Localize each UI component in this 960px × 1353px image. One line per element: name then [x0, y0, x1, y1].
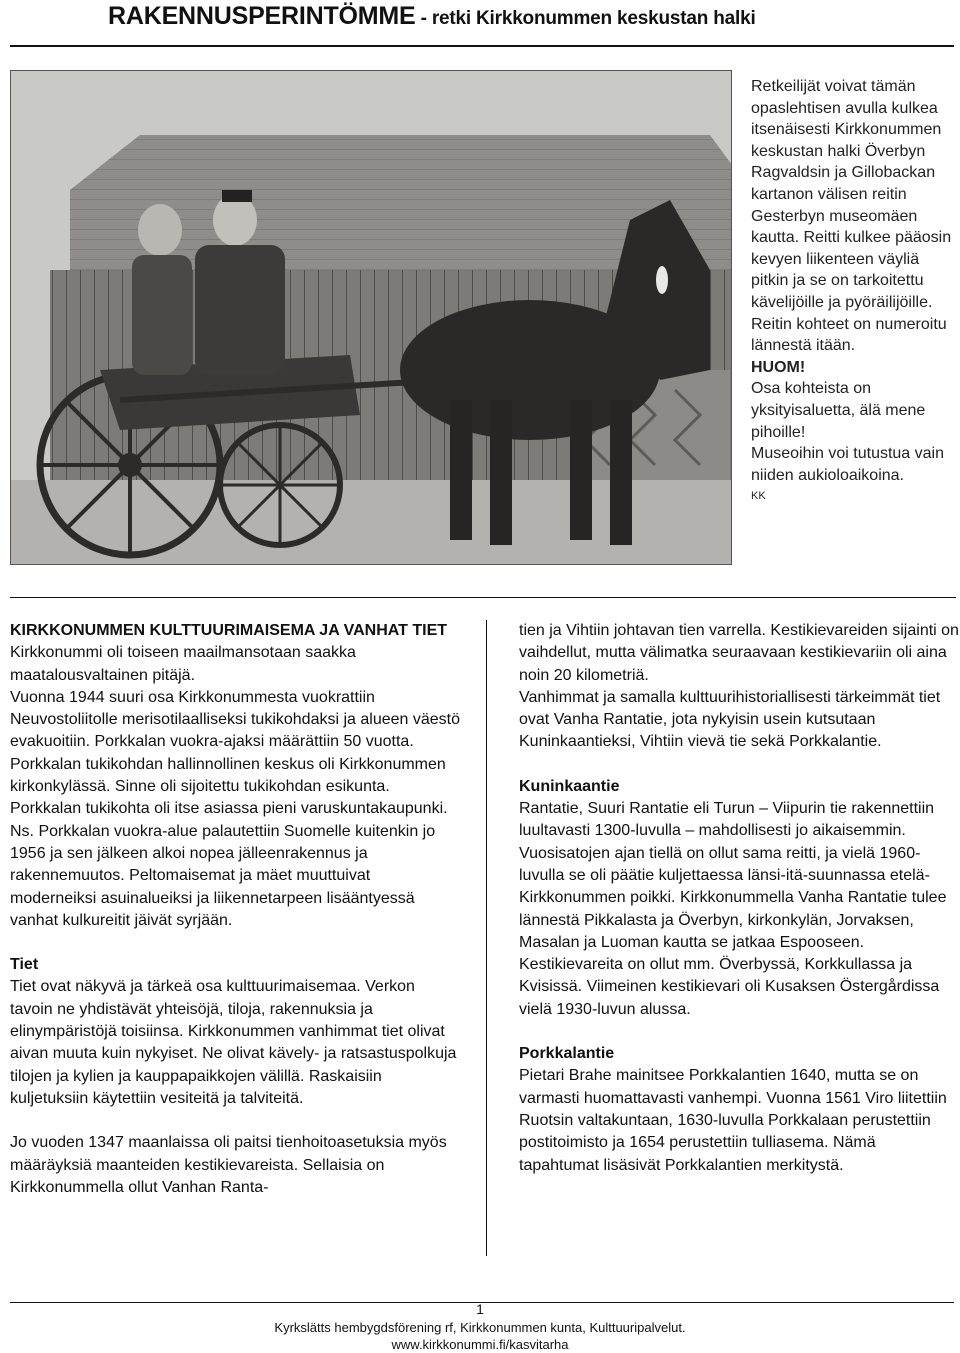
intro-text [751, 76, 956, 504]
footer-url-link[interactable]: www.kirkkonummi.fi/kasvitarha [391, 1337, 569, 1352]
left-paragraph-2: Vuonna 1944 suuri osa Kirkkonummesta vuokrattiin Neuvostoliitolle merisotilaalliseksi tukikohdaksi ja alueen väestö evakuoitiin. Porkkalan vuokra-ajaksi määrättiin 50 vuotta. Porkkalan tukikohdan hallinnollinen keskus oli Kirkkonummen kirkonkylässä. Sinne oli sijoitettu tukikohdan esikunta. Porkkalan tukikohta oli itse asiassa pieni varuskuntakaupunki. Ns. Porkkalan vuokra-alue palautettiin Suomelle kuitenkin jo 1956 ja sen jälkeen alkoi nopea jälleenrakennus ja rakennemuutos. Peltomaisemat ja mäet muuttuivat moderneiksi asuinalueiksi ja liikennetarpeen lisääntyessä vanhat kulkureitit jäivät syrjään. [10, 688, 460, 929]
section-heading-porkkalantie: Porkkalantie [519, 1045, 615, 1063]
right-paragraph-1: tien ja Vihtiin johtavan tien varrella. Kestikievareiden sijainti on vaihdellut, mutta välimatka seuraavaan kestikievariin oli aina noin 20 kilometriä. [519, 622, 959, 684]
tiet-paragraph-1: Tiet ovat näkyvä ja tärkeä osa kulttuurimaisemaa. Verkon tavoin ne yhdistävät yhteisöjä, tiloja, rakennuksia ja elinympäristöjä toisiinsa. Kirkkonummen vanhimmat tiet olivat aivan muuta kuin nykyiset. Ne olivat kävely- ja ratsastuspolkuja tilojen ja kylien ja kauppapaikkojen välillä. Raskaisiin kuljetuksiin käytettiin vesiteitä ja talviteitä. [10, 978, 457, 1107]
historical-photo [10, 70, 732, 565]
intro-signature: KK [751, 490, 766, 503]
section-heading-kulttuurimaisema: KIRKKONUMMEN KULTTUURIMAISEMA JA VANHAT TIET [10, 622, 448, 639]
footer [0, 1319, 960, 1353]
left-column [10, 620, 460, 1199]
porkkalantie-paragraph: Pietari Brahe mainitsee Porkkalantien 1640, mutta se on varmasti huomattavasti vanhempi. Vuonna 1561 Viro liitettiin Ruotsin valtakuntaan, 1630-luvulla Porkkalaan perustettiin postitoimisto ja 1654 perustettiin tulliasema. Nämä tapahtumat lisäsivät Porkkalantien merkitystä. [519, 1067, 947, 1174]
top-rule [10, 45, 954, 47]
horse-cart-photo-illustration [10, 70, 732, 565]
right-paragraph-2: Vanhimmat ja samalla kulttuurihistoriallisesti tärkeimmät tiet ovat Vanha Rantatie, jota nykyisin usein kutsutaan Kuninkaantieksi, Vihtiin vievä tie sekä Porkkalantie. [519, 688, 941, 751]
intro-notice-label: HUOM! [751, 358, 806, 376]
kuninkaantie-paragraph: Rantatie, Suuri Rantatie eli Turun – Viipurin tie rakennettiin luultavasti 1300-luvulla – mahdollisesti jo aikaisemmin. Vuosisatojen ajan tiellä on ollut sama reitti, ja vielä 1960-luvulla se oli päätie kuljettaessa länsi-itä-suunnassa etelä-Kirkkonummen poikki. Kirkkonummella Vanha Rantatie tulee lännestä Pikkalasta ja Överbyn, kirkonkylän, Jorvaksen, Masalan ja Luoman kautta se jatkaa Espooseen. Kestikievareita on ollut mm. Överbyssä, Korkkullassa ja Kvisissä. Viimeinen kestikievari oli Kusaksen Östergårdissa vielä 1930-luvun alussa. [519, 800, 947, 1018]
intro-paragraph-3: Osa kohteista on yksityisaluetta, älä mene pihoille! [751, 380, 926, 441]
column-divider [486, 620, 487, 1256]
intro-paragraph-2: Reitin kohteet on numeroitu lännestä itään. [751, 315, 947, 355]
middle-rule [10, 597, 956, 598]
intro-paragraph-1: Retkeilijät voivat tämän opaslehtisen avulla kulkea itsenäisesti Kirkkonummen keskustan halki Överbyn Ragvaldsin ja Gillobackan kartanon välisen reitin Gesterbyn museomäen kautta. Reitti kulkee pääosin kevyen liikenteen väyliä pitkin ja se on tarkoitettu kävelijöille ja pyöräilijöille. [751, 78, 952, 311]
intro-paragraph-4: Museoihin voi tutustua vain niiden aukioloaikoina. [751, 445, 944, 484]
right-column [519, 620, 959, 1177]
title-subtitle: - retki Kirkkonummen keskustan halki [415, 8, 756, 29]
section-heading-tiet: Tiet [10, 956, 39, 974]
page-number: 1 [476, 1301, 484, 1317]
page-title [108, 2, 948, 31]
section-heading-kuninkaantie: Kuninkaantie [519, 777, 620, 795]
footer-organizations: Kyrkslätts hembygdsförening rf, Kirkkonummen kunta, Kulttuuripalvelut. [274, 1320, 686, 1335]
left-paragraph-1: Kirkkonummi oli toiseen maailmansotaan saakka maatalousvaltainen pitäjä. [10, 644, 356, 684]
tiet-paragraph-2: Jo vuoden 1347 maanlaissa oli paitsi tienhoitoasetuksia myös määräyksiä maanteiden kestikievareista. Sellaisia on Kirkkonummella ollut Vanhan Ranta- [10, 1134, 447, 1196]
title-main: RAKENNUSPERINTÖMME [108, 2, 416, 30]
